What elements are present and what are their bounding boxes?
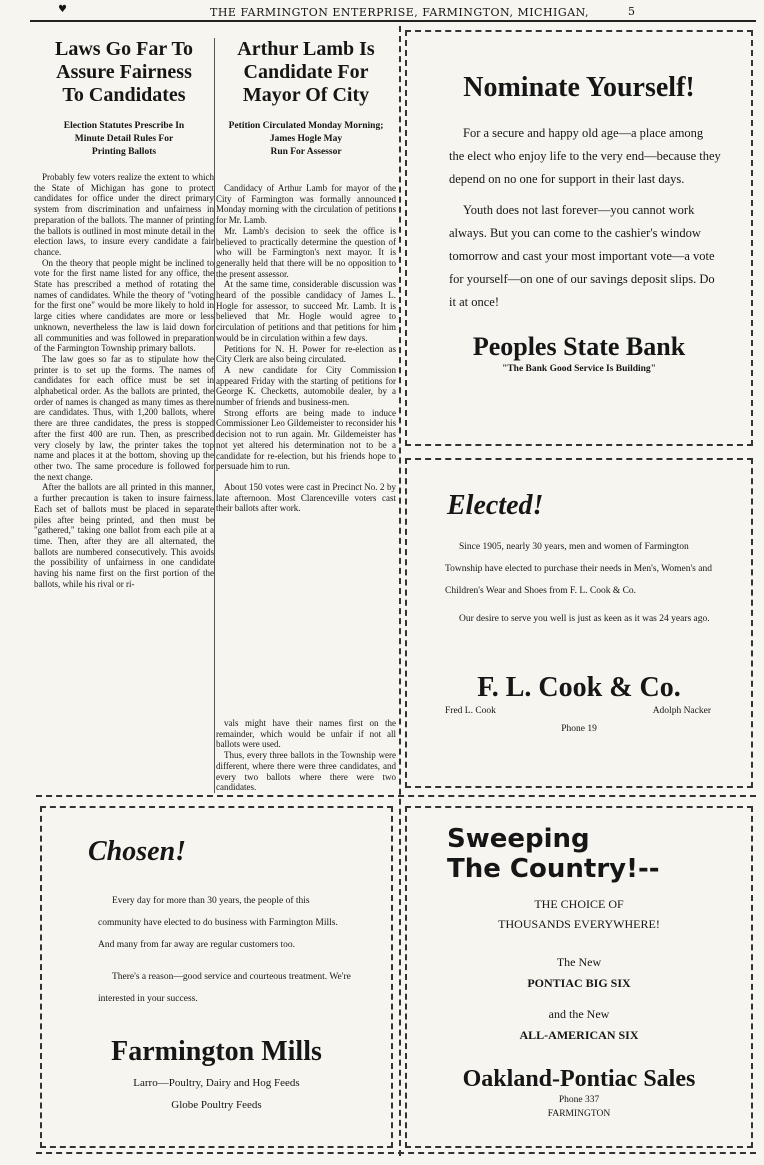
product-line: Globe Poultry Feeds — [171, 1099, 262, 1111]
ad-contact — [407, 1093, 751, 1121]
paragraph: A new candidate for City Commission appeared Friday with the starting of petitions for George K. Checketts, automobile dealer, by a number of friends and business-men. — [216, 364, 396, 408]
bottom-rule — [36, 1152, 756, 1154]
ad-business-name: Farmington Mills — [111, 1036, 322, 1067]
model-line: The New — [556, 955, 602, 969]
ad-models — [407, 952, 751, 1046]
headline-line: Assure Fairness — [56, 61, 192, 83]
header-mark: ♥ — [58, 4, 68, 15]
paragraph: Strong efforts are being made to induce Commissioner Leo Gildemeister to reconsider his decision not to run again. Mr. Gildemeister has not yet altered his determination not to be a candidate for re-election, but his friends hope to persuade him to run. — [216, 407, 396, 472]
ad-phone: Phone 19 — [561, 724, 597, 734]
product-line: Larro—Poultry, Dairy and Hog Feeds — [133, 1077, 300, 1089]
ad-choice — [407, 894, 751, 934]
ad-title — [447, 824, 751, 884]
model-line: ALL-AMERICAN SIX — [519, 1028, 639, 1042]
model-line: PONTIAC BIG SIX — [527, 976, 631, 990]
column-rule — [399, 26, 401, 1156]
article-headline — [216, 38, 396, 107]
ad-phone: Phone 337 — [558, 1095, 600, 1105]
ad-oakland-pontiac — [405, 806, 753, 1148]
paragraph: After the ballots are all printed in this manner, a further precaution is taken to insure fairness. Each set of ballots must be placed in separate piles after being printed, and then must be "gathered," taking one ballot from each pile at a time. Then, after they are all alternated, the ballots are numbered consecutively. This avoids the possibility of unfairness in one candidate having his name first on the first portion of the ballots, while his rival or ri- — [34, 482, 214, 589]
ad-paragraph: Our desire to serve you well is just as keen as it was 24 years ago. — [459, 614, 710, 624]
ad-paragraph: For a secure and happy old age—a place among the elect who enjoy life to the very end—because they depend on no one for support in their last days. — [449, 126, 721, 186]
page-header — [0, 0, 764, 22]
ad-title: Chosen! — [88, 836, 187, 867]
section-rule — [36, 795, 756, 797]
paragraph: About 150 votes were cast in Precinct No. 2 by late afternoon. Most Clarenceville voters cast their ballots after work. — [216, 481, 396, 514]
ad-business-name: Peoples State Bank — [472, 332, 686, 361]
choice-line: THE CHOICE OF — [534, 897, 624, 911]
headline-line: Arthur Lamb Is — [237, 38, 375, 60]
subhead-line: Minute Detail Rules For — [74, 134, 174, 144]
ad-paragraph: There's a reason—good service and courteous treatment. We're interested in your success. — [98, 972, 351, 1004]
paragraph: Petitions for N. H. Power for re-election as City Clerk are also being circulated. — [216, 343, 396, 365]
article-headline — [34, 38, 214, 107]
article-subhead — [216, 120, 396, 159]
paragraph: The law goes so far as to stipulate how the printer is to set up the forms. The names of candidates for each office must be set in alphabetical order. As the ballots are printed, the order of names is changed as many times as there are candidates. Thus, with 1,200 ballots, where there are three candidates, the press is stopped after the first 400 are run. Then, as prescribed very closely by law, the printer takes the top name and places it at the bottom, shoving up the other two. The same procedure is followed for the next change. — [34, 353, 214, 482]
ad-paragraph: Youth does not last forever—you cannot work always. But you can come to the cashier's window tomorrow and cast your most important vote—a vote for yourself—on one of our savings deposit slips. Do it at once! — [449, 203, 715, 309]
ad-farmington-mills — [40, 806, 393, 1148]
subhead-line: Run For Assessor — [270, 147, 342, 157]
article-lamb — [216, 38, 396, 793]
paragraph: Candidacy of Arthur Lamb for mayor of the City of Farmington was formally announced Monday morning with the circulation of petitions for Mr. Lamb. — [216, 183, 396, 226]
article-laws — [34, 38, 214, 589]
article-body — [34, 172, 214, 589]
article-subhead — [34, 120, 214, 159]
paragraph: vals might have their names first on the remainder, which would be unfair if not all ballots were used. — [216, 718, 396, 750]
page-number: 5 — [628, 5, 636, 18]
headline-line: Laws Go Far To — [55, 38, 193, 60]
masthead-title: THE FARMINGTON ENTERPRISE, FARMINGTON, MICHIGAN, — [210, 6, 590, 19]
subhead-line: Printing Ballots — [91, 147, 157, 157]
paragraph: On the theory that people might be inclined to vote for the first name listed for any office, the State has prescribed a method of rotating the names of candidates. While the theory of "voting for the first one" would be more likely to hold in large cities where candidates are more or less unknown, nevertheless the law is laid down for all communities and was followed in preparation of the Farmington Township primary ballots. — [34, 257, 214, 354]
ad-peoples-state-bank — [405, 30, 753, 446]
article-continuation — [216, 718, 396, 793]
headline-line: To Candidates — [62, 84, 186, 106]
ad-town: FARMINGTON — [547, 1109, 611, 1119]
subhead-line: Petition Circulated Monday Morning; James Hogle May — [228, 121, 384, 144]
ad-business-name: Oakland-Pontiac Sales — [462, 1066, 696, 1092]
headline-line: Candidate For — [243, 61, 369, 83]
paragraph: Thus, every three ballots in the Township were different, where there were three candidates, and every two ballots where there were two candidates. — [216, 750, 396, 793]
contact-name: Adolph Nacker — [652, 706, 711, 716]
header-rule — [30, 20, 756, 22]
ad-body — [98, 890, 351, 1010]
model-line: and the New — [548, 1007, 610, 1021]
ad-tagline: "The Bank Good Service Is Building" — [502, 364, 656, 374]
ad-title-line: Sweeping — [447, 824, 590, 854]
ad-products — [42, 1072, 391, 1116]
headline-line: Mayor Of City — [242, 84, 370, 106]
ad-title: Nominate Yourself! — [463, 72, 695, 103]
choice-line: THOUSANDS EVERYWHERE! — [498, 917, 660, 931]
paragraph: At the same time, considerable discussion was heard of the possible candidacy of James L. Hogle for assessor, to succeed Mr. Lamb. It is believed that Mr. Hogle would agree to circulation of petitions and that petitions for him would be in circulation within a few days. — [216, 279, 396, 343]
article-body — [216, 183, 396, 514]
ad-fl-cook — [405, 458, 753, 788]
ad-title-line: The Country!-- — [447, 854, 660, 884]
paragraph: Probably few voters realize the extent to which the State of Michigan has gone to protect candidates for office under the direct primary system from discrimination and unfairness in preparation of the ballots. The manner of printing the ballots is outlined in most minute detail in the election laws, to insure every candidate a fair chance. — [34, 172, 214, 257]
column-rule — [214, 38, 215, 793]
ad-body — [449, 122, 721, 314]
ad-paragraph: Since 1905, nearly 30 years, men and women of Farmington Township have elected to purchase their needs in Men's, Women's and Children's Wear and Shoes from F. L. Cook & Co. — [445, 542, 712, 596]
ad-paragraph: Every day for more than 30 years, the people of this community have elected to do business with Farmington Mills. And many from far away are regular customers too. — [98, 896, 338, 950]
ad-body — [445, 536, 727, 630]
ad-title: Elected! — [447, 490, 544, 521]
contact-name: Fred L. Cook — [445, 706, 496, 716]
paragraph: Mr. Lamb's decision to seek the office is believed to practically determine the question of who will be Farmington's next mayor. It is generally held that there will be no opposition to the present assessor. — [216, 225, 396, 279]
ad-business-name: F. L. Cook & Co. — [477, 672, 681, 703]
ad-contacts — [407, 706, 751, 724]
subhead-line: Election Statutes Prescribe In — [63, 121, 185, 131]
